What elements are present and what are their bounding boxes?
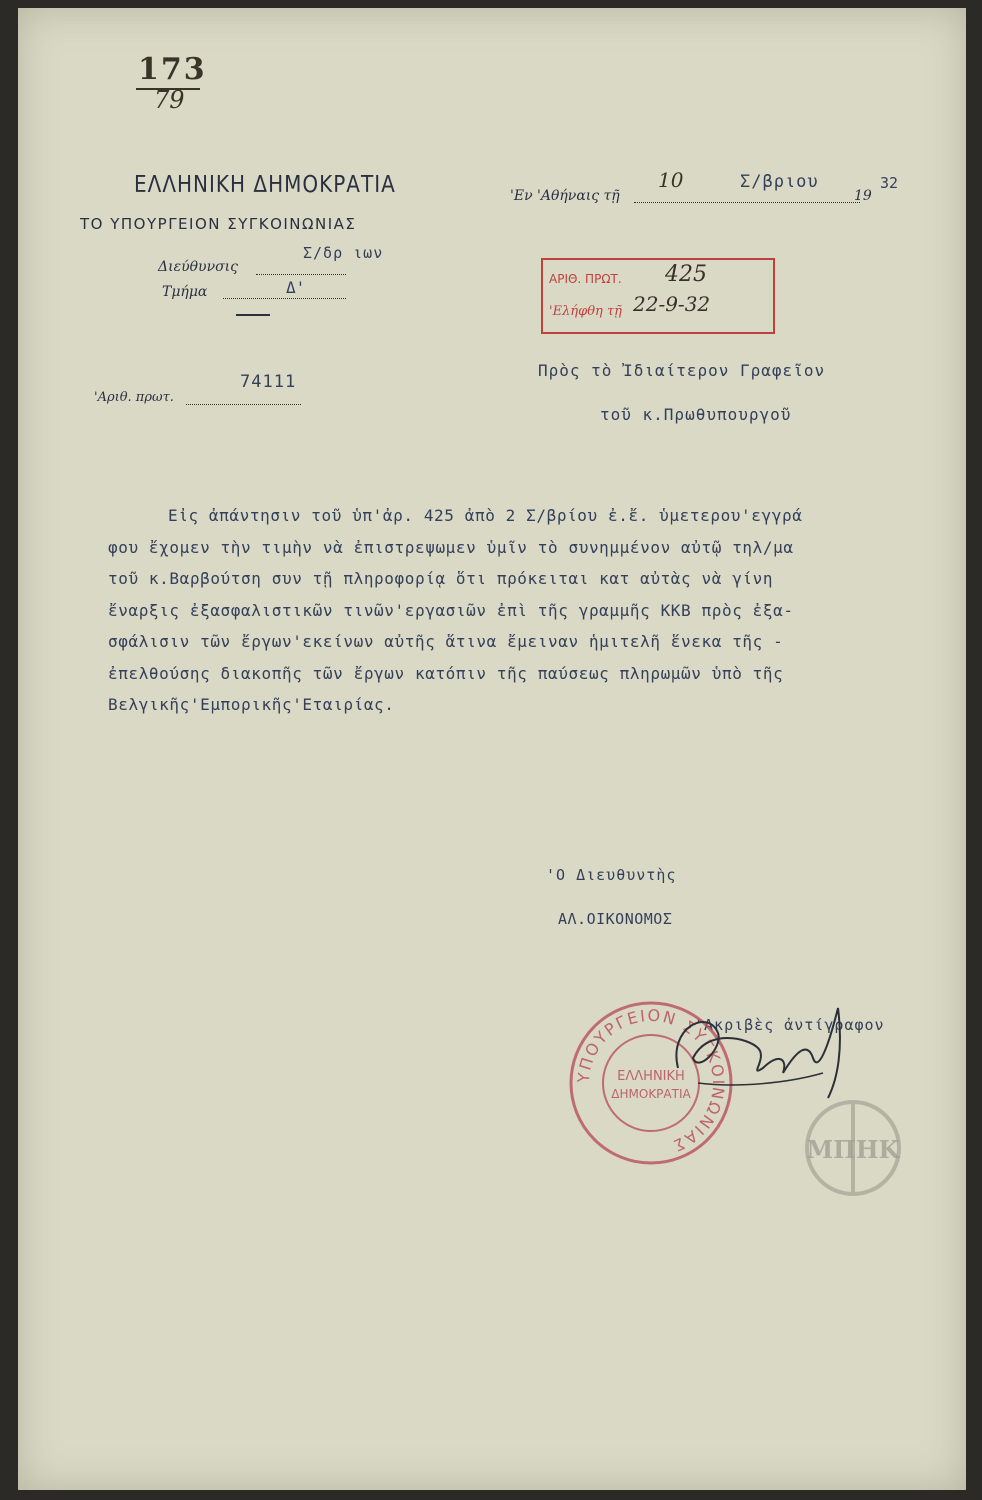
- folio-subnumber: 79: [154, 86, 185, 114]
- body-line: φου ἔχομεν τὴν τιμὴν νὰ ἐπιστρεψωμεν ὑμῖν τὸ συνημμένον αὐτῷ τηλ/μα: [108, 537, 794, 557]
- body-line: Βελγικῆς'Εμπορικῆς'Εταιρίας.: [108, 695, 395, 714]
- seal-center-line-1: ΕΛΛΗΝΙΚΗ: [617, 1069, 685, 1084]
- stamp-protocol-value: 425: [665, 262, 707, 287]
- stamp-protocol-label: ΑΡΙΘ. ΠΡΩΤ.: [549, 272, 622, 286]
- section-label: Τμήμα: [162, 284, 208, 300]
- copy-note: 'Ακριβὲς ἀντίγραφον: [694, 1016, 885, 1034]
- section-dots: [223, 298, 346, 299]
- archive-mark-text: ΜΠΗΚ: [806, 1135, 900, 1164]
- date-prefix: 'Εν 'Αθήναις τῇ: [510, 188, 620, 204]
- section-value: Δ': [286, 278, 306, 297]
- recipient-line-2: τοῦ κ.Πρωθυπουργοῦ: [600, 405, 792, 424]
- archive-watermark: [803, 1098, 903, 1198]
- directorate-dots: [256, 274, 346, 275]
- body-line: ἐπελθούσης διακοπῆς τῶν ἔργων κατόπιν τῆς παύσεως πληρωμῶν ὑπὸ τῆς: [108, 663, 784, 683]
- date-day: 10: [658, 168, 684, 192]
- stamp-received-value: 22-9-32: [633, 292, 711, 316]
- signature-name: ΑΛ.ΟΙΚΟΝΟΜΟΣ: [558, 910, 673, 928]
- protocol-number: 74111: [240, 372, 297, 392]
- document-page: [18, 8, 966, 1490]
- body-line: σφάλισιν τῶν ἔργων'εκείνων αὐτῆς ἅτινα ἔμειναν ἡμιτελῆ ἕνεκα τῆς -: [108, 632, 784, 651]
- date-year-prefix: 19: [854, 188, 872, 204]
- body-line: τοῦ κ.Βαρβούτση συν τῇ πληροφορίᾳ ὅτι πρόκειται κατ αὐτὰς νὰ γίνη: [108, 569, 774, 588]
- signature-title: 'Ο Διευθυντὴς: [546, 866, 677, 884]
- received-stamp: [541, 258, 775, 334]
- letter-body: [108, 500, 958, 721]
- date-dots: [634, 202, 860, 203]
- recipient-line-1: Πρὸς τὸ Ἰδιαίτερον Γραφεῖον: [538, 361, 826, 380]
- folio-number: 173: [138, 52, 207, 87]
- body-line: ἔναρξις ἐξασφαλιστικῶν τινῶν'εργασιῶν ἐπὶ τῆς γραμμῆς ΚΚΒ πρὸς ἐξα-: [108, 600, 794, 620]
- body-line: Εἰς ἀπάντησιν τοῦ ὑπ'ἀρ. 425 ἀπὸ 2 Σ/βρίου ἐ.ἔ. ὑμετερου'εγγρά: [168, 506, 803, 525]
- protocol-label: 'Αριθ. πρωτ.: [94, 390, 174, 405]
- date-month: Σ/βριου: [740, 172, 819, 192]
- seal-ring-text: ΥΠΟΥΡΓΕΙΟΝ ΣΥΓΚΟΙΝΩΝΙΑΣ: [573, 1005, 729, 1156]
- protocol-dots: [186, 404, 301, 405]
- stamp-received-label: 'Ελήφθη τῇ: [549, 304, 622, 319]
- ministry-heading: ΤΟ ΥΠΟΥΡΓΕΙΟΝ ΣΥΓΚΟΙΝΩΝΙΑΣ: [80, 215, 357, 233]
- directorate-label: Διεύθυνσις: [158, 259, 238, 275]
- header-rule: [236, 314, 270, 316]
- directorate-value: Σ/δρ ιων: [303, 244, 384, 262]
- date-year-suffix: 32: [880, 174, 899, 192]
- country-heading: ΕΛΛΗΝΙΚΗ ΔΗΜΟΚΡΑΤΙΑ: [134, 170, 396, 198]
- seal-center-line-2: ΔΗΜΟΚΡΑΤΙΑ: [611, 1087, 691, 1101]
